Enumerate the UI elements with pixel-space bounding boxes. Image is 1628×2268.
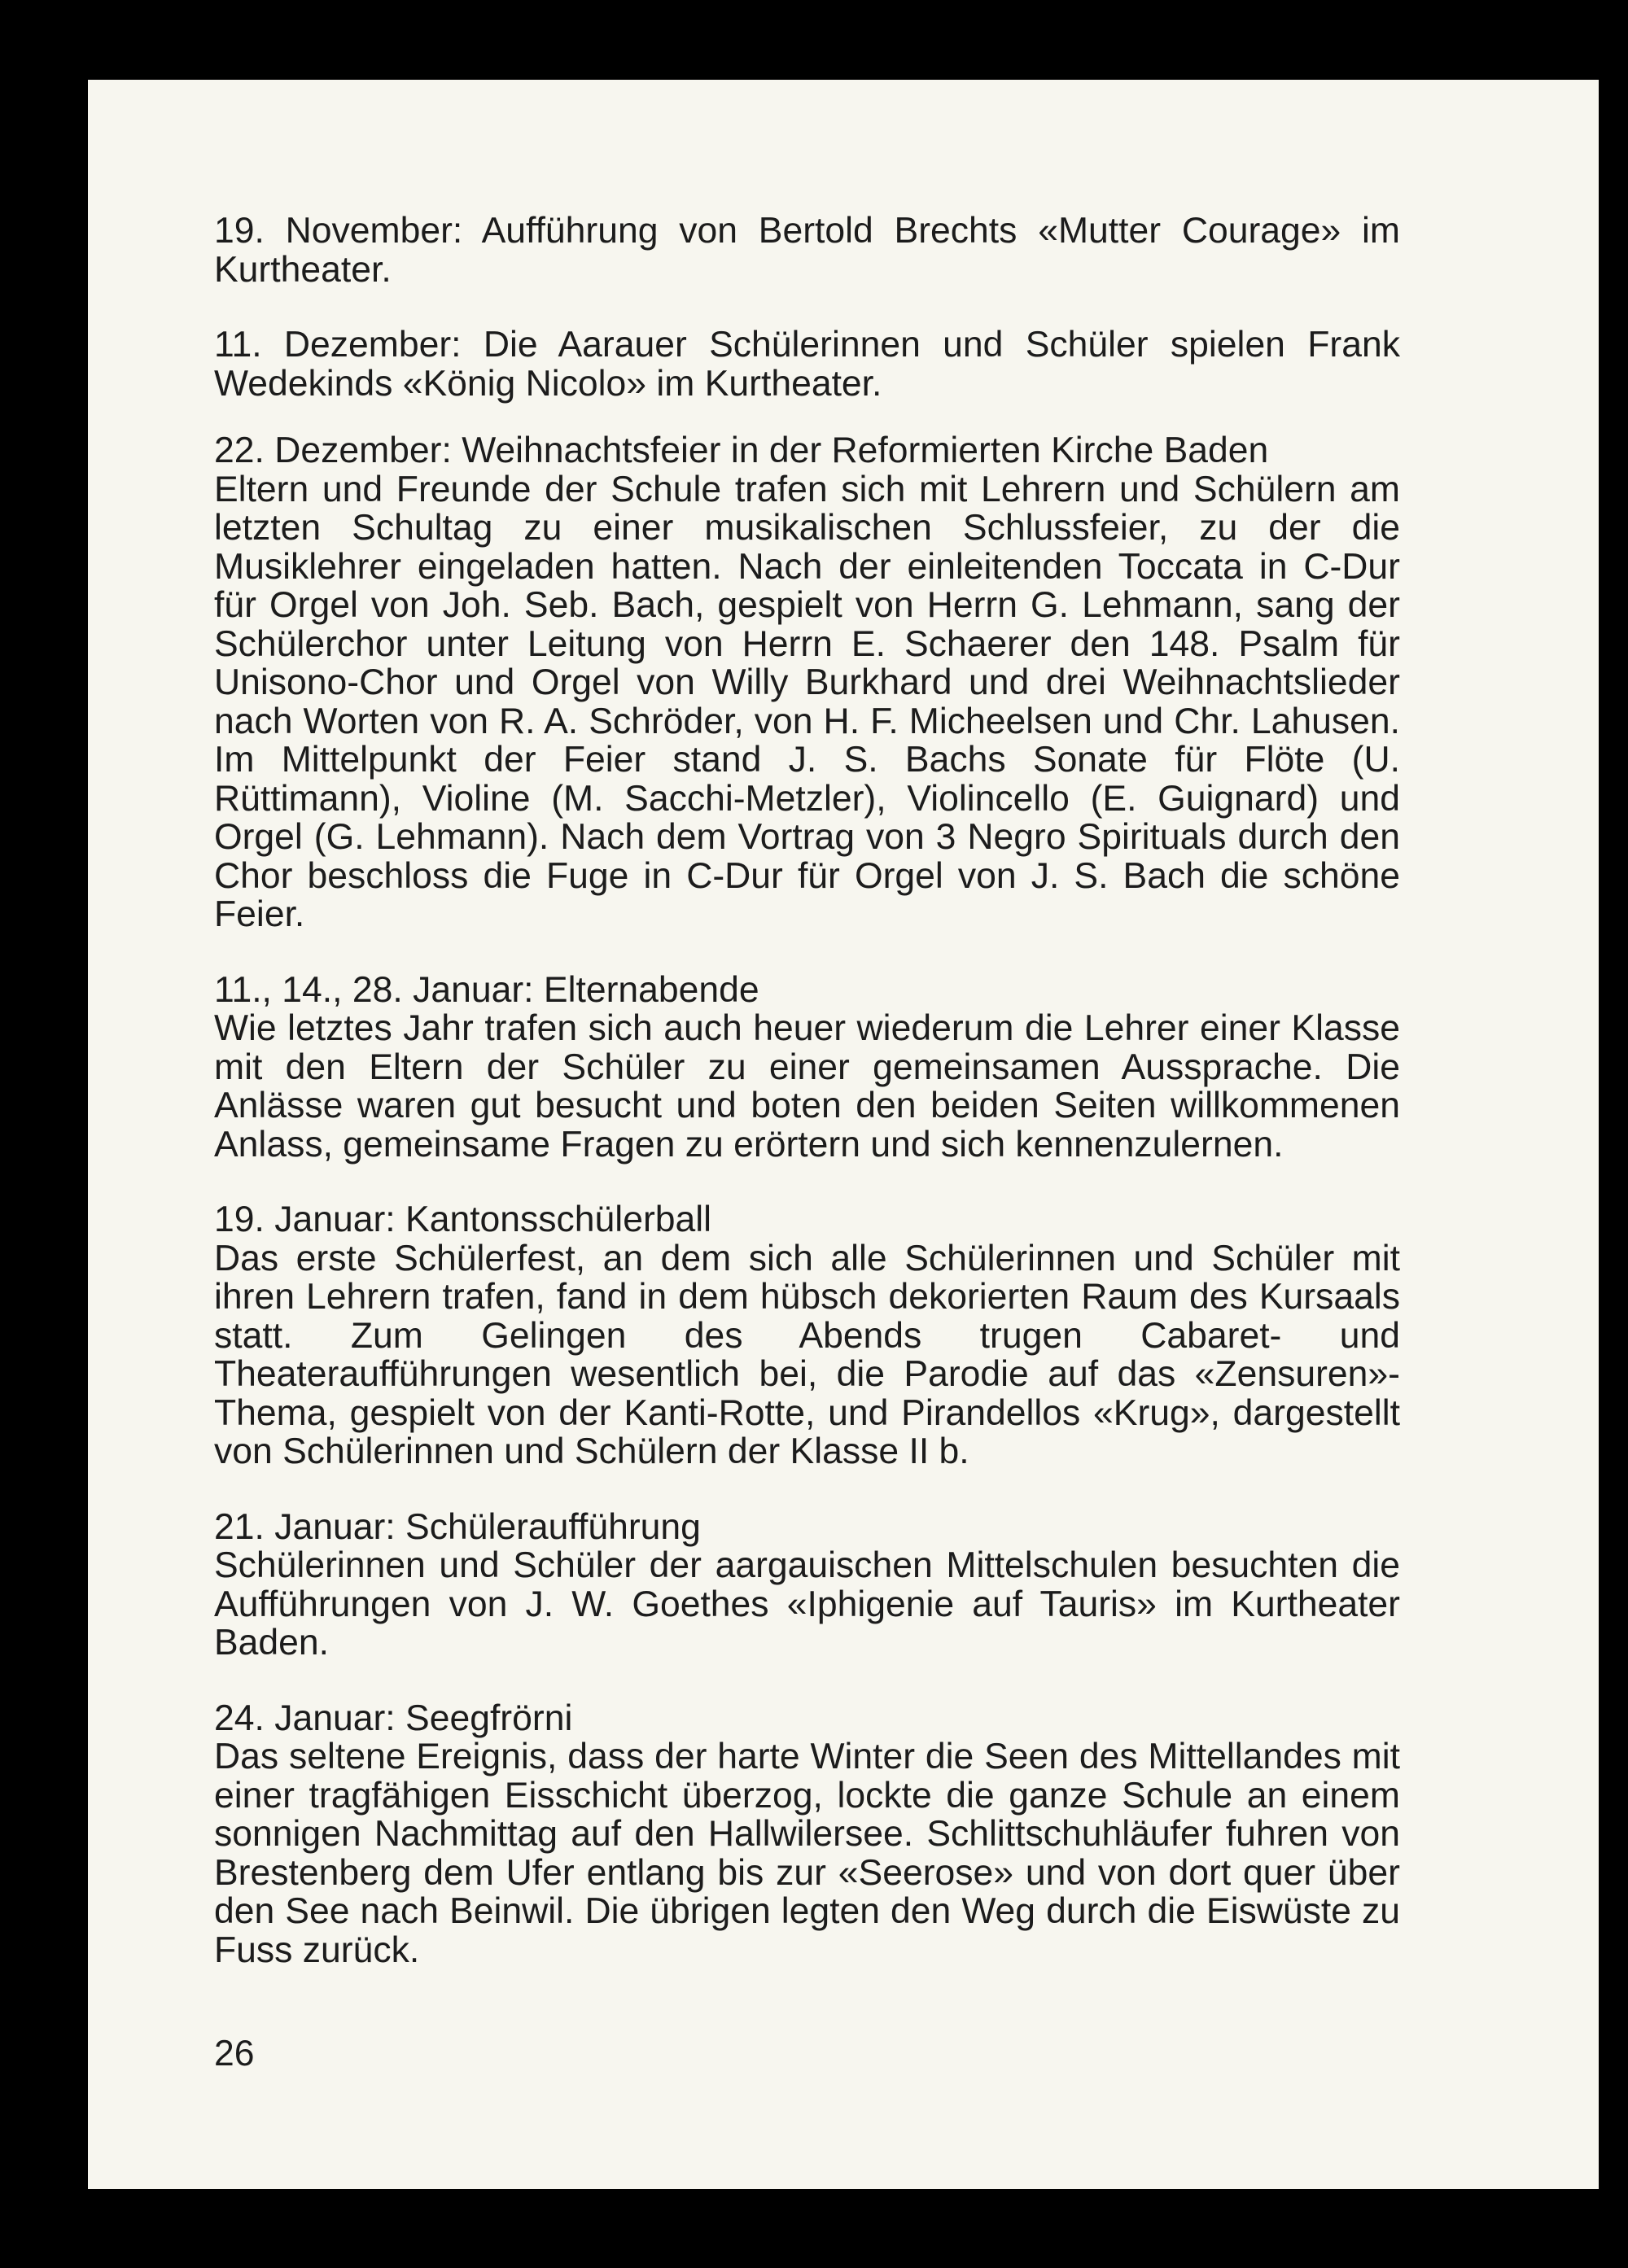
- entry-mutter-courage: [214, 212, 1400, 289]
- entry-text: 19. November: Aufführung von Bertold Brechts «Mutter Courage» im Kurtheater.: [214, 211, 1400, 290]
- entry-text: 11. Dezember: Die Aarauer Schülerinnen und Schüler spielen Frank Wedekinds «König Nicolo» im Kurtheater.: [214, 325, 1400, 404]
- entry-heading: 24. Januar: Seegfrörni: [214, 1698, 573, 1738]
- entry-seegfroerni: [214, 1699, 1400, 1970]
- entry-text: Schülerinnen und Schüler der aargauischen Mittelschulen besuchten die Aufführungen von J. W. Goethes «Iphigenie auf Tauris» im Kurtheater Baden.: [214, 1545, 1400, 1663]
- entry-weihnachtsfeier: [214, 431, 1400, 934]
- entry-text: Eltern und Freunde der Schule trafen sich mit Lehrern und Schülern am letzten Schultag zu einer musikalischen Schlussfeier, zu der die Musiklehrer eingeladen hatten. Nach der einleitenden Toccata in C-Dur für Orgel von Joh. Seb. Bach, gespielt von Herrn G. Lehmann, sang der Schülerchor unter Leitung von Herrn E. Schaerer den 148. Psalm für Unisono-Chor und Orgel von Willy Burkhard und drei Weihnachtslieder nach Worten von R. A. Schröder, von H. F. Micheelsen und Chr. Lahusen. Im Mittelpunkt der Feier stand J. S. Bachs Sonate für Flöte (U. Rüttimann), Violine (M. Sacchi-Metzler), Violincello (E. Guignard) und Orgel (G. Lehmann). Nach dem Vortrag von 3 Negro Spirituals durch den Chor beschloss die Fuge in C-Dur für Orgel von J. S. Bach die schöne Feier.: [214, 469, 1400, 934]
- entry-text: Wie letztes Jahr trafen sich auch heuer wiederum die Lehrer einer Klasse mit den Eltern der Schüler zu einer gemeinsamen Aussprache. Die Anlässe waren gut besucht und boten den beiden Seiten willkommenen Anlass, gemeinsame Fragen zu erörtern und sich kennenzulernen.: [214, 1008, 1400, 1165]
- entry-text: Das seltene Ereignis, dass der harte Winter die Seen des Mittellandes mit einer tragfähigen Eisschicht überzog, lockte die ganze Schule an einem sonnigen Nachmittag auf den Hallwilersee. Schlittschuhläufer fuhren von Brestenberg dem Ufer entlang bis zur «Seerose» und von dort quer über den See nach Beinwil. Die übrigen legten den Weg durch die Eiswüste zu Fuss zurück.: [214, 1737, 1400, 1970]
- entry-kantonsschuelerball: [214, 1200, 1400, 1471]
- page-content: [214, 212, 1400, 2006]
- page-number: 26: [214, 2034, 255, 2074]
- entry-heading: 11., 14., 28. Januar: Elternabende: [214, 969, 759, 1010]
- entry-heading: 21. Januar: Schüleraufführung: [214, 1506, 701, 1547]
- entry-schueleraufführung: [214, 1508, 1400, 1663]
- entry-heading: 22. Dezember: Weihnachtsfeier in der Reformierten Kirche Baden: [214, 430, 1269, 470]
- document-page: [88, 80, 1599, 2189]
- entry-koenig-nicolo: [214, 326, 1400, 403]
- entry-heading: 19. Januar: Kantonsschülerball: [214, 1200, 712, 1239]
- entry-elternabende: [214, 971, 1400, 1165]
- entry-text: Das erste Schülerfest, an dem sich alle Schülerinnen und Schüler mit ihren Lehrern trafen, fand in dem hübsch dekorierten Raum des Kursaals statt. Zum Gelingen des Abends trugen Cabaret- und Theateraufführungen wesentlich bei, die Parodie auf das «Zensuren»-Thema, gespielt von der Kanti-Rotte, und Pirandellos «Krug», dargestellt von Schülerinnen und Schülern der Klasse II b.: [214, 1238, 1400, 1471]
